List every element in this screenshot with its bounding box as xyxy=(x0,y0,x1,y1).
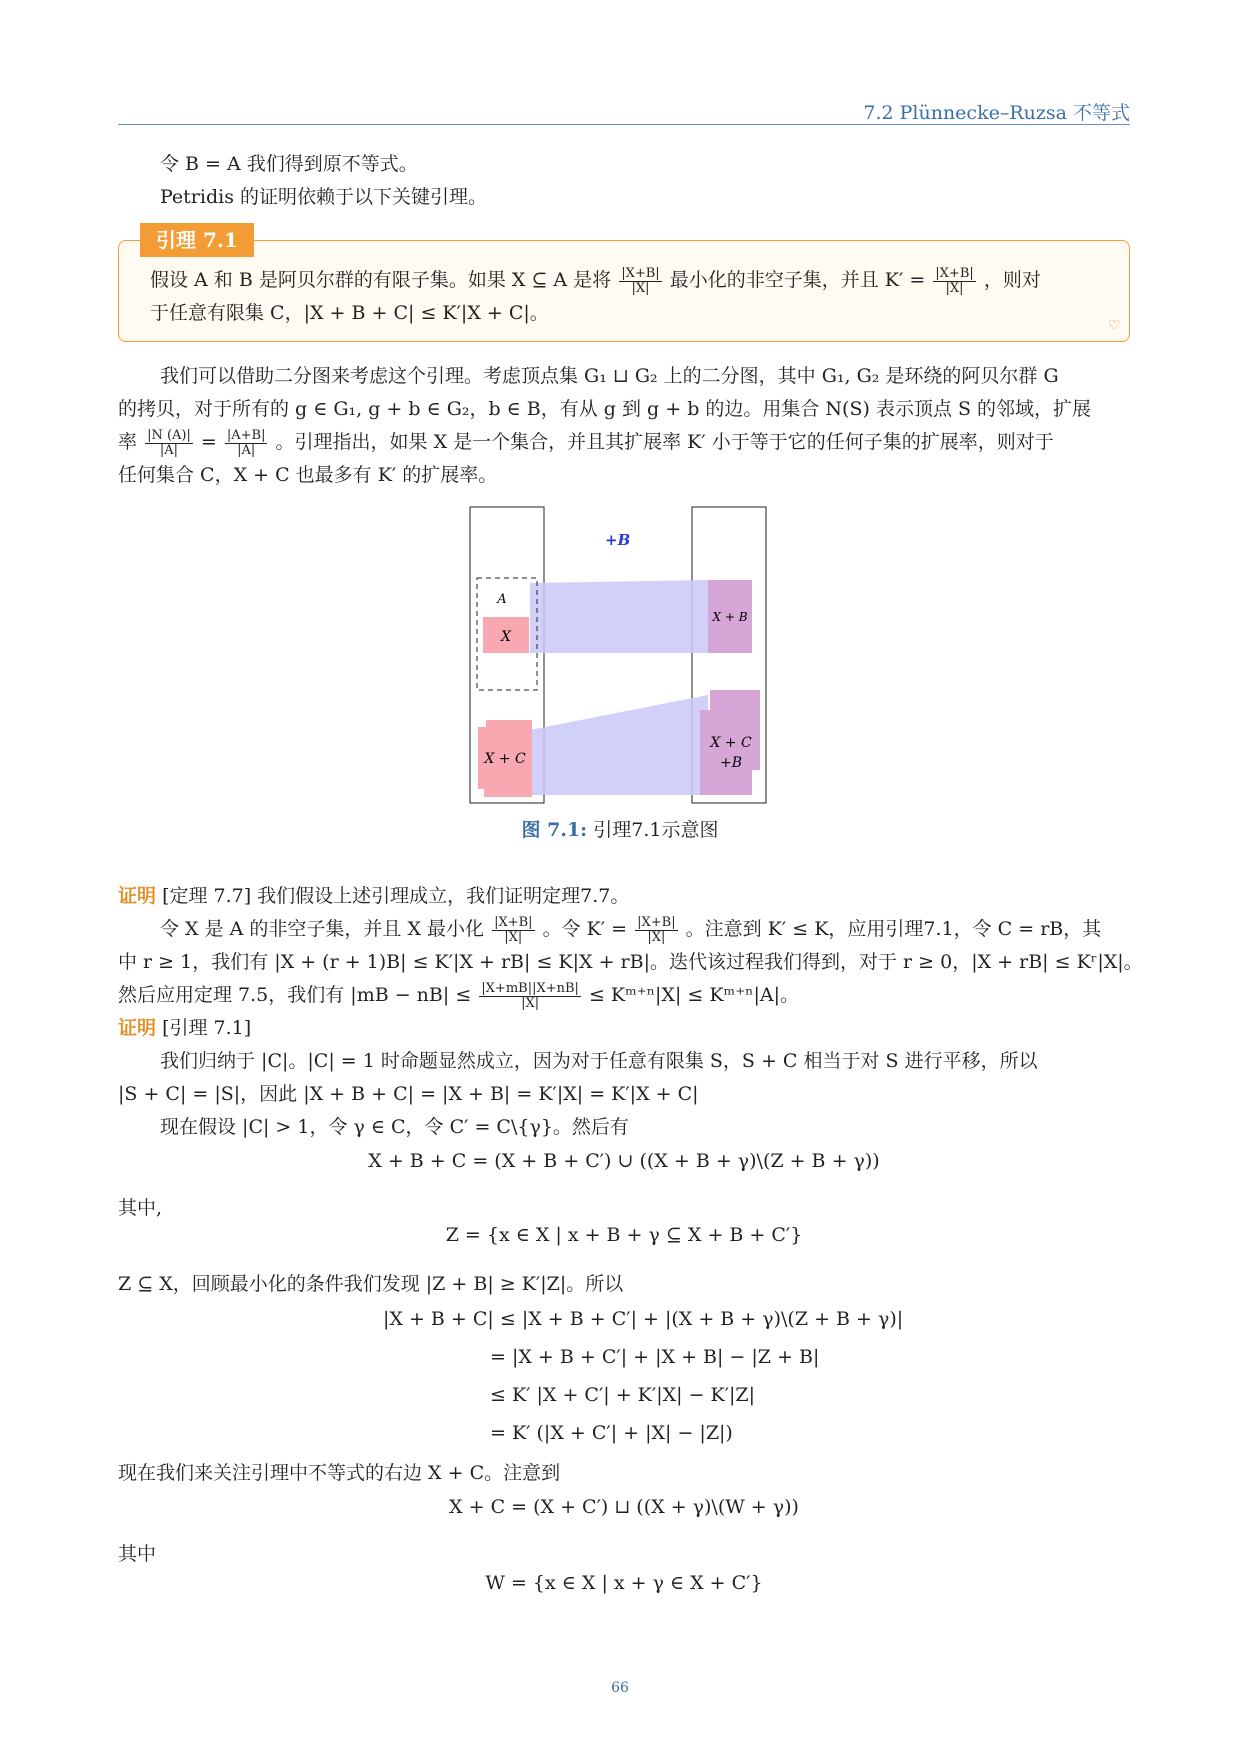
lemma-tag: 引理 7.1 xyxy=(140,223,254,257)
intro-line-1: 令 B = A 我们得到原不等式。 xyxy=(160,153,418,175)
mapping-band-top xyxy=(530,580,708,653)
lemma-text-b: 最小化的非空子集，并且 K′ = xyxy=(669,269,926,291)
proof2-line-head xyxy=(118,1012,251,1045)
label-a: A xyxy=(497,592,507,607)
discussion-line-4: 任何集合 C，X + C 也最多有 K′ 的扩展率。 xyxy=(118,464,498,486)
figure-caption-number: 图 7.1: xyxy=(521,819,588,841)
heart-icon: ♡ xyxy=(1108,318,1121,334)
proof1-fraction-2 xyxy=(635,916,677,945)
fraction-numerator: |N (A)| xyxy=(147,427,191,443)
label-x-plus-c: X + C xyxy=(484,751,526,767)
lemma-line-2: 于任意有限集 C，|X + B + C| ≤ K′|X + C|。 xyxy=(150,302,549,324)
proof-label: 证明 xyxy=(118,1017,157,1039)
label-x-plus-c-line2: +B xyxy=(719,755,743,771)
proof2-line-5: 现在我们来关注引理中不等式的右边 X + C。注意到 xyxy=(118,1462,561,1484)
lemma-fraction-1 xyxy=(619,267,661,296)
proof1-line-2 xyxy=(160,913,1101,946)
fraction-denominator: |X| xyxy=(521,995,540,1011)
equation-3: |X + B + C| ≤ |X + B + C′| + |(X + B + γ)\(Z + B + γ)| xyxy=(383,1308,904,1330)
lemma-text-c: ，则对 xyxy=(983,269,1041,291)
proof1-text-c: 。注意到 K′ ≤ K，应用引理7.1，令 C = rB，其 xyxy=(685,918,1102,940)
proof2-ref: [引理 7.1] xyxy=(162,1017,252,1039)
proof1-text-d: 然后应用定理 7.5，我们有 |mB − nB| ≤ xyxy=(118,984,472,1006)
fraction-denominator: |X| xyxy=(504,929,523,945)
proof1-fraction-1 xyxy=(492,916,534,945)
proof-label: 证明 xyxy=(118,885,157,907)
lemma-text-a: 假设 A 和 B 是阿贝尔群的有限子集。如果 X ⊆ A 是将 xyxy=(150,269,612,291)
discussion-line-2: 的拷贝，对于所有的 g ∈ G₁, g + b ∈ G₂，b ∈ B，有从 g 到 g + b 的边。用集合 N(S) 表示顶点 S 的邻域，扩展 xyxy=(118,398,1092,420)
discussion-line-3 xyxy=(118,426,1054,459)
label-x: X xyxy=(501,629,511,645)
fraction-numerator: |X+B| xyxy=(494,914,533,930)
proof2-line-3: 现在假设 |C| > 1，令 γ ∈ C，令 C′ = C\{γ}。然后有 xyxy=(160,1116,629,1138)
fraction-numerator: |X+B| xyxy=(637,914,676,930)
proof2-line-1: 我们归纳于 |C|。|C| = 1 时命题显然成立，因为对于任意有限集 S，S + C 相当于对 S 进行平移，所以 xyxy=(160,1050,1038,1072)
discussion-line-1: 我们可以借助二分图来考虑这个引理。考虑顶点集 G₁ ⊔ G₂ 上的二分图，其中 G₁, G₂ 是环绕的阿贝尔群 G xyxy=(160,365,1059,387)
figure-caption-text: 引理7.1示意图 xyxy=(593,819,719,841)
proof1-text: [定理 7.7] 我们假设上述引理成立，我们证明定理7.7。 xyxy=(162,885,630,907)
set-x-plus-c-notch-bottom xyxy=(484,789,532,797)
set-x-plus-c-notch-top xyxy=(486,720,532,728)
fraction-denominator: |A| xyxy=(237,442,256,458)
lemma-line-1 xyxy=(150,264,1041,297)
fraction-numerator: |X+mB||X+nB| xyxy=(481,980,579,996)
proof2-line-4: Z ⊆ X，回顾最小化的条件我们发现 |Z + B| ≥ K′|Z|。所以 xyxy=(118,1273,624,1295)
equation-6: = K′ (|X + C′| + |X| − |Z|) xyxy=(490,1422,733,1444)
proof1-fraction-3 xyxy=(479,982,581,1011)
proof2-where-1: 其中, xyxy=(118,1197,163,1219)
fraction-denominator: |X| xyxy=(647,929,666,945)
discussion-fraction-1 xyxy=(145,429,193,458)
equation-5: ≤ K′ |X + C′| + K′|X| − K′|Z| xyxy=(490,1384,756,1406)
page-number: 66 xyxy=(611,1680,629,1696)
equation-2: Z = {x ∈ X | x + B + γ ⊆ X + B + C′} xyxy=(445,1224,803,1246)
equation-4: = |X + B + C′| + |X + B| − |Z + B| xyxy=(490,1346,820,1368)
discussion-text-b: 。引理指出，如果 X 是一个集合，并且其扩展率 K′ 小于等于它的任何子集的扩展率，则对于 xyxy=(275,431,1054,453)
proof1-text-a: 令 X 是 A 的非空子集，并且 X 最小化 xyxy=(160,918,485,940)
bipartite-figure xyxy=(460,505,780,810)
proof1-line-4 xyxy=(118,979,799,1012)
fraction-numerator: |X+B| xyxy=(621,265,660,281)
lemma-statement xyxy=(150,264,1041,330)
discussion-text-a: 率 xyxy=(118,431,138,453)
fraction-denominator: |X| xyxy=(631,280,650,296)
discussion-fraction-2 xyxy=(225,429,268,458)
fraction-numerator: |A+B| xyxy=(226,427,266,443)
equation-7: X + C = (X + C′) ⊔ ((X + γ)\(W + γ)) xyxy=(449,1496,799,1518)
header-rule xyxy=(118,124,1130,125)
figure-caption xyxy=(420,815,820,842)
mapping-band-bottom xyxy=(530,695,708,795)
label-x-plus-c-line1: X + C xyxy=(710,735,752,751)
running-header: 7.2 Plünnecke–Ruzsa 不等式 xyxy=(863,102,1130,124)
proof1-text-e: ≤ Kᵐ⁺ⁿ|X| ≤ Kᵐ⁺ⁿ|A|。 xyxy=(588,984,799,1006)
label-x-plus-b: X + B xyxy=(712,610,748,624)
fraction-numerator: |X+B| xyxy=(935,265,974,281)
lemma-fraction-2 xyxy=(933,267,975,296)
equation-8: W = {x ∈ X | x + γ ∈ X + C′} xyxy=(485,1572,763,1594)
fraction-denominator: |X| xyxy=(945,280,964,296)
proof1-text-b: 。令 K′ = xyxy=(542,918,628,940)
intro-line-2: Petridis 的证明依赖于以下关键引理。 xyxy=(160,186,487,208)
proof1-line-1 xyxy=(118,880,629,913)
equation-1: X + B + C = (X + B + C′) ∪ ((X + B + γ)\(Z + B + γ)) xyxy=(368,1150,880,1172)
label-plus-b: +B xyxy=(605,531,631,549)
fraction-denominator: |A| xyxy=(159,442,179,458)
proof2-line-2: |S + C| = |S|，因此 |X + B + C| = |X + B| = K′|X| = K′|X + C| xyxy=(118,1083,699,1105)
proof1-line-3: 中 r ≥ 1，我们有 |X + (r + 1)B| ≤ K′|X + rB| ≤ K|X + rB|。迭代该过程我们得到，对于 r ≥ 0，|X + rB| ≤ Kʳ|X|。 xyxy=(118,951,1143,973)
discussion-equals: = xyxy=(200,431,217,453)
proof2-where-2: 其中 xyxy=(118,1543,157,1565)
